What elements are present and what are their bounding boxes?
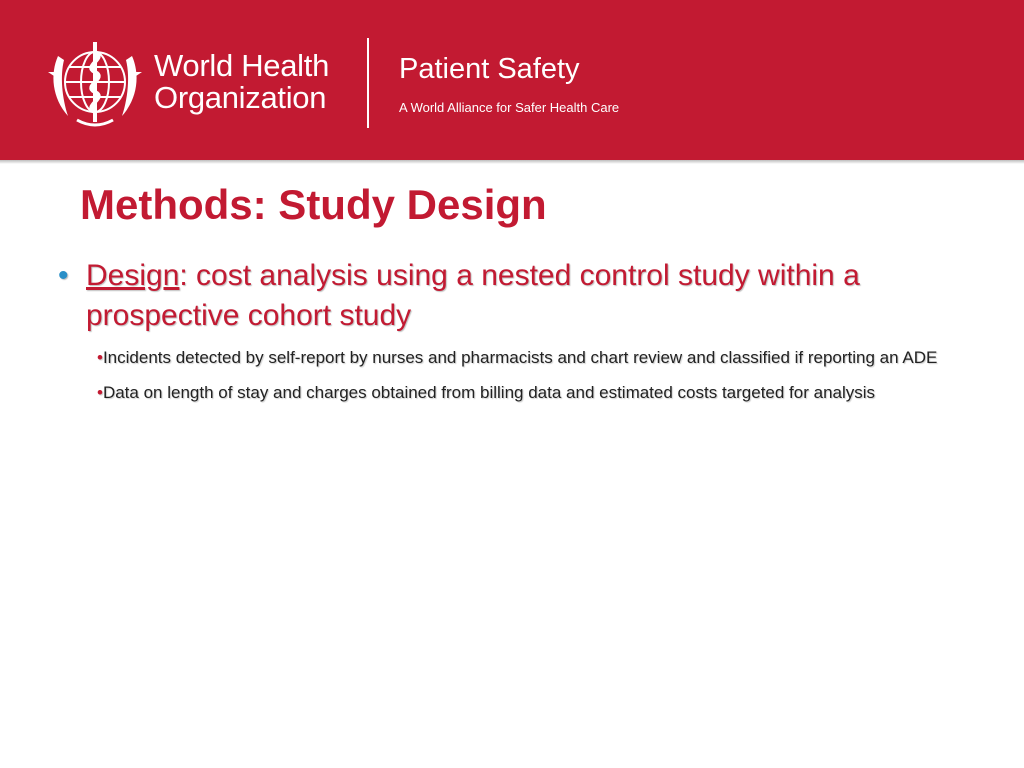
sub-bullet-marker: • (97, 383, 103, 402)
program-subtitle: A World Alliance for Safer Health Care (399, 100, 620, 115)
sub-bullet-text: Data on length of stay and charges obtained from billing data and estimated costs targeted for analysis (102, 383, 876, 402)
main-bullet-body: : cost analysis using a nested control study within a prospective cohort study (86, 259, 860, 332)
main-bullet-lead: Design (86, 259, 180, 292)
who-emblem-icon (42, 36, 148, 130)
header-band (0, 0, 1024, 160)
slide-title: Methods: Study Design (80, 181, 547, 228)
org-name-line1: World Health (154, 48, 330, 83)
main-bullet-text (58, 256, 988, 336)
organization-name (154, 50, 329, 114)
sub-bullet-text: Incidents detected by self-report by nurses and pharmacists and chart review and classified if reporting an ADE (102, 348, 938, 367)
sub-bullet-item (97, 346, 957, 370)
sub-bullet-marker: • (97, 348, 103, 367)
sub-bullet-list (97, 346, 957, 416)
bullet-dot-icon: • (58, 259, 69, 292)
program-title: Patient Safety (399, 53, 580, 85)
org-name-line2: Organization (154, 80, 327, 115)
sub-bullet-item (97, 381, 957, 405)
main-bullet (58, 256, 988, 336)
header-divider (367, 38, 369, 128)
